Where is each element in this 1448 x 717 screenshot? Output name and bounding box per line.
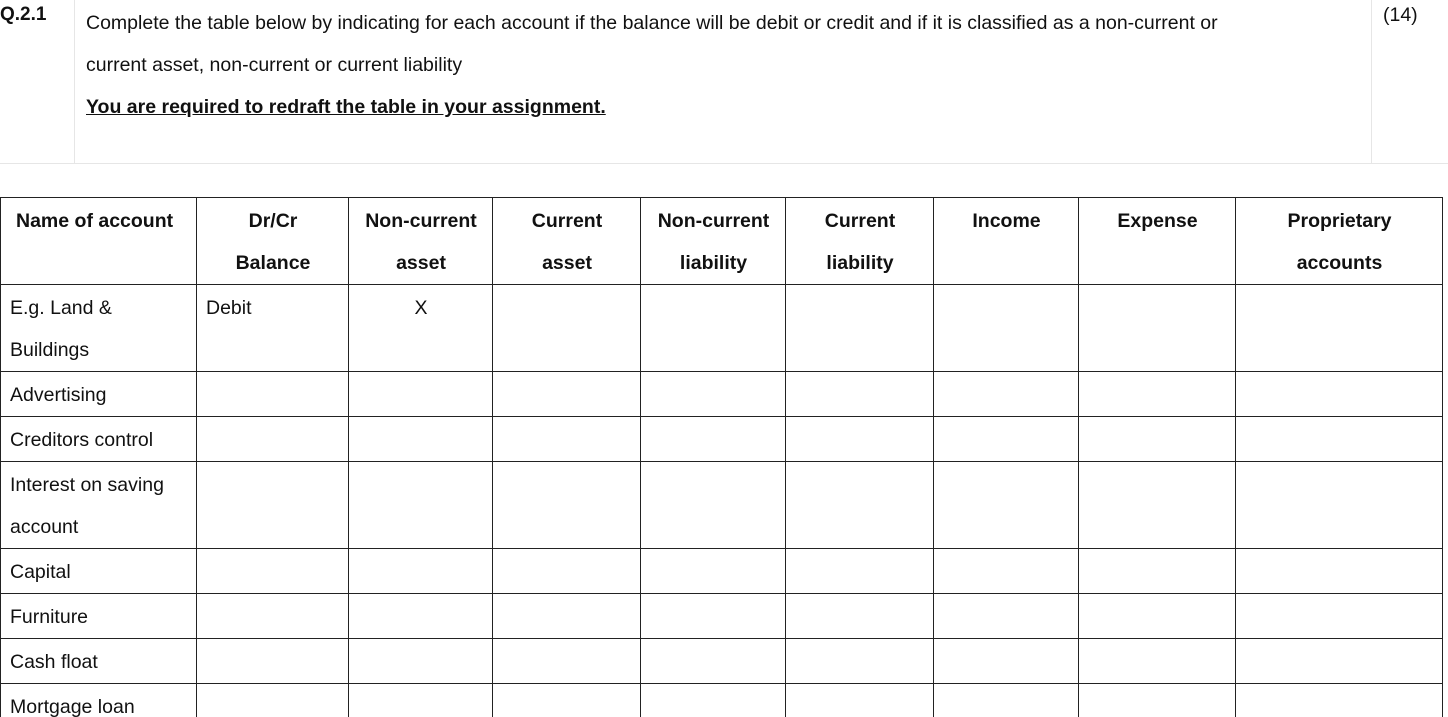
table-row <box>1 549 1443 594</box>
expense-cell <box>1079 549 1236 594</box>
income-cell <box>934 549 1079 594</box>
current-liability-cell <box>786 684 934 717</box>
header-expense: Expense <box>1079 198 1236 285</box>
question-text-line-1: Complete the table below by indicating for each account if the balance will be debit or credit and if it is classified as a non-current or <box>86 12 1218 34</box>
header-name-of-account: Name of account <box>1 198 197 285</box>
expense-cell <box>1079 639 1236 684</box>
table-row <box>1 417 1443 462</box>
account-name-cell: Capital <box>1 549 197 594</box>
account-name-cell: Furniture <box>1 594 197 639</box>
current-liability-cell <box>786 462 934 549</box>
non-current-asset-cell <box>349 372 493 417</box>
proprietary-cell <box>1236 285 1443 372</box>
non-current-asset-cell <box>349 639 493 684</box>
header-non-current-liability: Non-current liability <box>641 198 786 285</box>
income-cell <box>934 594 1079 639</box>
question-marks: (14) <box>1383 4 1418 26</box>
question-text <box>86 2 1362 128</box>
income-cell <box>934 684 1079 717</box>
income-cell <box>934 285 1079 372</box>
expense-cell <box>1079 285 1236 372</box>
non-current-asset-cell <box>349 462 493 549</box>
account-classification-table <box>0 197 1443 717</box>
non-current-asset-cell <box>349 594 493 639</box>
current-liability-cell <box>786 549 934 594</box>
balance-cell: Debit <box>197 285 349 372</box>
proprietary-cell <box>1236 372 1443 417</box>
current-asset-cell <box>493 285 641 372</box>
proprietary-cell <box>1236 417 1443 462</box>
proprietary-cell <box>1236 684 1443 717</box>
header-current-asset: Current asset <box>493 198 641 285</box>
account-name-cell: Advertising <box>1 372 197 417</box>
balance-cell <box>197 462 349 549</box>
current-liability-cell <box>786 594 934 639</box>
question-text-line-2: current asset, non-current or current liability <box>86 54 463 76</box>
account-name-cell: Creditors control <box>1 417 197 462</box>
account-name-cell: Mortgage loan <box>1 684 197 717</box>
current-liability-cell <box>786 417 934 462</box>
current-asset-cell <box>493 684 641 717</box>
current-asset-cell <box>493 549 641 594</box>
non-current-asset-cell <box>349 549 493 594</box>
non-current-liability-cell <box>641 639 786 684</box>
table-row <box>1 372 1443 417</box>
current-asset-cell <box>493 639 641 684</box>
account-name-cell: Interest on saving account <box>1 462 197 549</box>
table-row <box>1 462 1443 549</box>
non-current-liability-cell <box>641 462 786 549</box>
table-header-row <box>1 198 1443 285</box>
account-name-cell: Cash float <box>1 639 197 684</box>
non-current-liability-cell <box>641 372 786 417</box>
proprietary-cell <box>1236 549 1443 594</box>
table-row <box>1 594 1443 639</box>
balance-cell <box>197 594 349 639</box>
table-row <box>1 639 1443 684</box>
header-dr-cr-balance: Dr/Cr Balance <box>197 198 349 285</box>
non-current-asset-cell <box>349 417 493 462</box>
current-asset-cell <box>493 372 641 417</box>
current-asset-cell <box>493 462 641 549</box>
expense-cell <box>1079 417 1236 462</box>
non-current-liability-cell <box>641 285 786 372</box>
proprietary-cell <box>1236 594 1443 639</box>
non-current-liability-cell <box>641 417 786 462</box>
table-row <box>1 285 1443 372</box>
non-current-asset-cell: X <box>349 285 493 372</box>
question-number: Q.2.1 <box>0 4 47 25</box>
header-proprietary-accounts: Proprietary accounts <box>1236 198 1443 285</box>
balance-cell <box>197 549 349 594</box>
balance-cell <box>197 417 349 462</box>
non-current-liability-cell <box>641 594 786 639</box>
header-current-liability: Current liability <box>786 198 934 285</box>
income-cell <box>934 372 1079 417</box>
header-non-current-asset: Non-current asset <box>349 198 493 285</box>
current-liability-cell <box>786 372 934 417</box>
expense-cell <box>1079 684 1236 717</box>
expense-cell <box>1079 372 1236 417</box>
current-liability-cell <box>786 639 934 684</box>
account-name-cell: E.g. Land & Buildings <box>1 285 197 372</box>
column-divider <box>74 0 75 164</box>
header-income: Income <box>934 198 1079 285</box>
expense-cell <box>1079 462 1236 549</box>
income-cell <box>934 417 1079 462</box>
expense-cell <box>1079 594 1236 639</box>
current-liability-cell <box>786 285 934 372</box>
non-current-asset-cell <box>349 684 493 717</box>
non-current-liability-cell <box>641 549 786 594</box>
income-cell <box>934 462 1079 549</box>
proprietary-cell <box>1236 639 1443 684</box>
income-cell <box>934 639 1079 684</box>
column-divider <box>1371 0 1372 164</box>
current-asset-cell <box>493 417 641 462</box>
balance-cell <box>197 684 349 717</box>
non-current-liability-cell <box>641 684 786 717</box>
balance-cell <box>197 372 349 417</box>
question-instruction: You are required to redraft the table in your assignment. <box>86 96 606 118</box>
proprietary-cell <box>1236 462 1443 549</box>
question-header <box>0 0 1448 164</box>
current-asset-cell <box>493 594 641 639</box>
table-row <box>1 684 1443 717</box>
balance-cell <box>197 639 349 684</box>
